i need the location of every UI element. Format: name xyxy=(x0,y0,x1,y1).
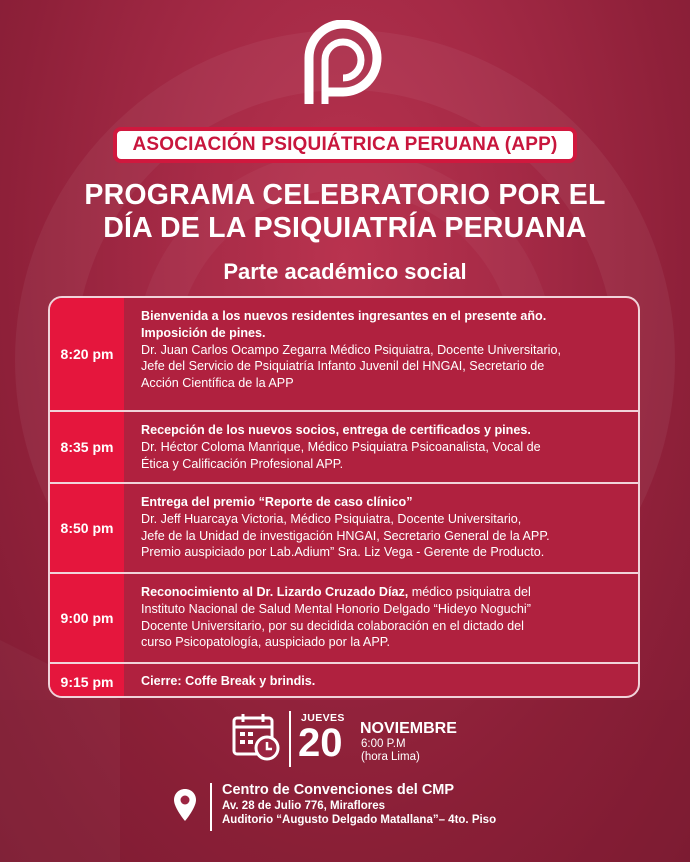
schedule-row xyxy=(50,662,638,698)
event-timezone: (hora Lima) xyxy=(361,751,420,763)
schedule-row xyxy=(50,298,638,410)
item-text: Ética y Calificación Profesional APP. xyxy=(141,456,344,471)
venue-address: Av. 28 de Julio 776, Miraflores xyxy=(222,800,385,812)
event-hour: 6:00 P.M xyxy=(361,738,406,750)
item-heading: Bienvenida a los nuevos residentes ingresantes en el presente año. xyxy=(141,309,547,323)
schedule-time: 8:50 pm xyxy=(50,484,124,572)
divider xyxy=(210,783,212,831)
title-line-2: DÍA DE LA PSIQUIATRÍA PERUANA xyxy=(103,212,587,244)
schedule-content xyxy=(124,574,638,662)
item-text: Dr. Jeff Huarcaya Victoria, Médico Psiquiatra, Docente Universitario, xyxy=(141,511,522,526)
item-text: Dr. Héctor Coloma Manrique, Médico Psiquiatra Psicoanalista, Vocal de xyxy=(141,439,541,454)
item-text: Acción Científica de la APP xyxy=(141,376,294,391)
item-heading: Entrega del premio “Reporte de caso clínico” xyxy=(141,495,413,509)
venue-info xyxy=(222,782,496,827)
item-text: Jefe de la Unidad de investigación HNGAI, Secretario General de la APP. xyxy=(141,528,550,543)
event-weekday: JUEVES xyxy=(301,712,345,724)
item-text: curso Psicopatología, auspiciado por la APP. xyxy=(141,635,391,650)
item-text: Jefe del Servicio de Psiquiatría Infanto Juvenil del HNGAI, Secretario de xyxy=(141,359,545,374)
item-text: médico psiquiatra del xyxy=(408,585,531,599)
item-text: Docente Universitario, por su decidida colaboración en el dictado del xyxy=(141,618,524,633)
schedule-content xyxy=(124,412,638,482)
schedule-time: 9:00 pm xyxy=(50,574,124,662)
title-line-1: PROGRAMA CELEBRATORIO POR EL xyxy=(84,179,606,211)
app-logo-icon xyxy=(303,20,383,106)
item-text: Instituto Nacional de Salud Mental Honorio Delgado “Hideyo Noguchi” xyxy=(141,601,531,616)
event-day: 20 xyxy=(298,721,343,765)
page-title xyxy=(20,179,670,245)
schedule-time: 8:20 pm xyxy=(50,298,124,410)
schedule-row xyxy=(50,410,638,482)
page-subtitle: Parte académico social xyxy=(223,259,467,284)
schedule-content xyxy=(124,298,638,410)
venue-name: Centro de Convenciones del CMP xyxy=(222,782,455,798)
location-pin-icon xyxy=(173,788,197,822)
organization-badge xyxy=(113,127,577,163)
item-text: Dr. Juan Carlos Ocampo Zegarra Médico Psiquiatra, Docente Universitario, xyxy=(141,342,561,357)
item-heading: Reconocimiento al Dr. Lizardo Cruzado Díaz, xyxy=(141,585,409,599)
calendar-clock-icon xyxy=(232,712,282,762)
item-text: Premio auspiciado por Lab.Adium” Sra. Liz Vega - Gerente de Producto. xyxy=(141,545,545,560)
item-heading-line xyxy=(141,584,630,601)
venue-room: Auditorio “Augusto Delgado Matallana”– 4to. Piso xyxy=(222,814,497,826)
item-heading: Cierre: Coffe Break y brindis. xyxy=(141,674,316,688)
schedule-content xyxy=(124,664,638,698)
item-heading: Imposición de pines. xyxy=(141,325,266,340)
event-time xyxy=(361,738,420,764)
schedule-row xyxy=(50,572,638,662)
schedule-content xyxy=(124,484,638,572)
item-heading: Recepción de los nuevos socios, entrega de certificados y pines. xyxy=(141,423,531,437)
schedule-row xyxy=(50,482,638,572)
schedule-time: 9:15 pm xyxy=(50,664,124,698)
event-month: NOVIEMBRE xyxy=(360,720,457,737)
organization-name: ASOCIACIÓN PSIQUIÁTRICA PERUANA (APP) xyxy=(132,134,558,155)
schedule-time: 8:35 pm xyxy=(50,412,124,482)
divider xyxy=(289,711,291,767)
schedule-table xyxy=(48,296,640,698)
